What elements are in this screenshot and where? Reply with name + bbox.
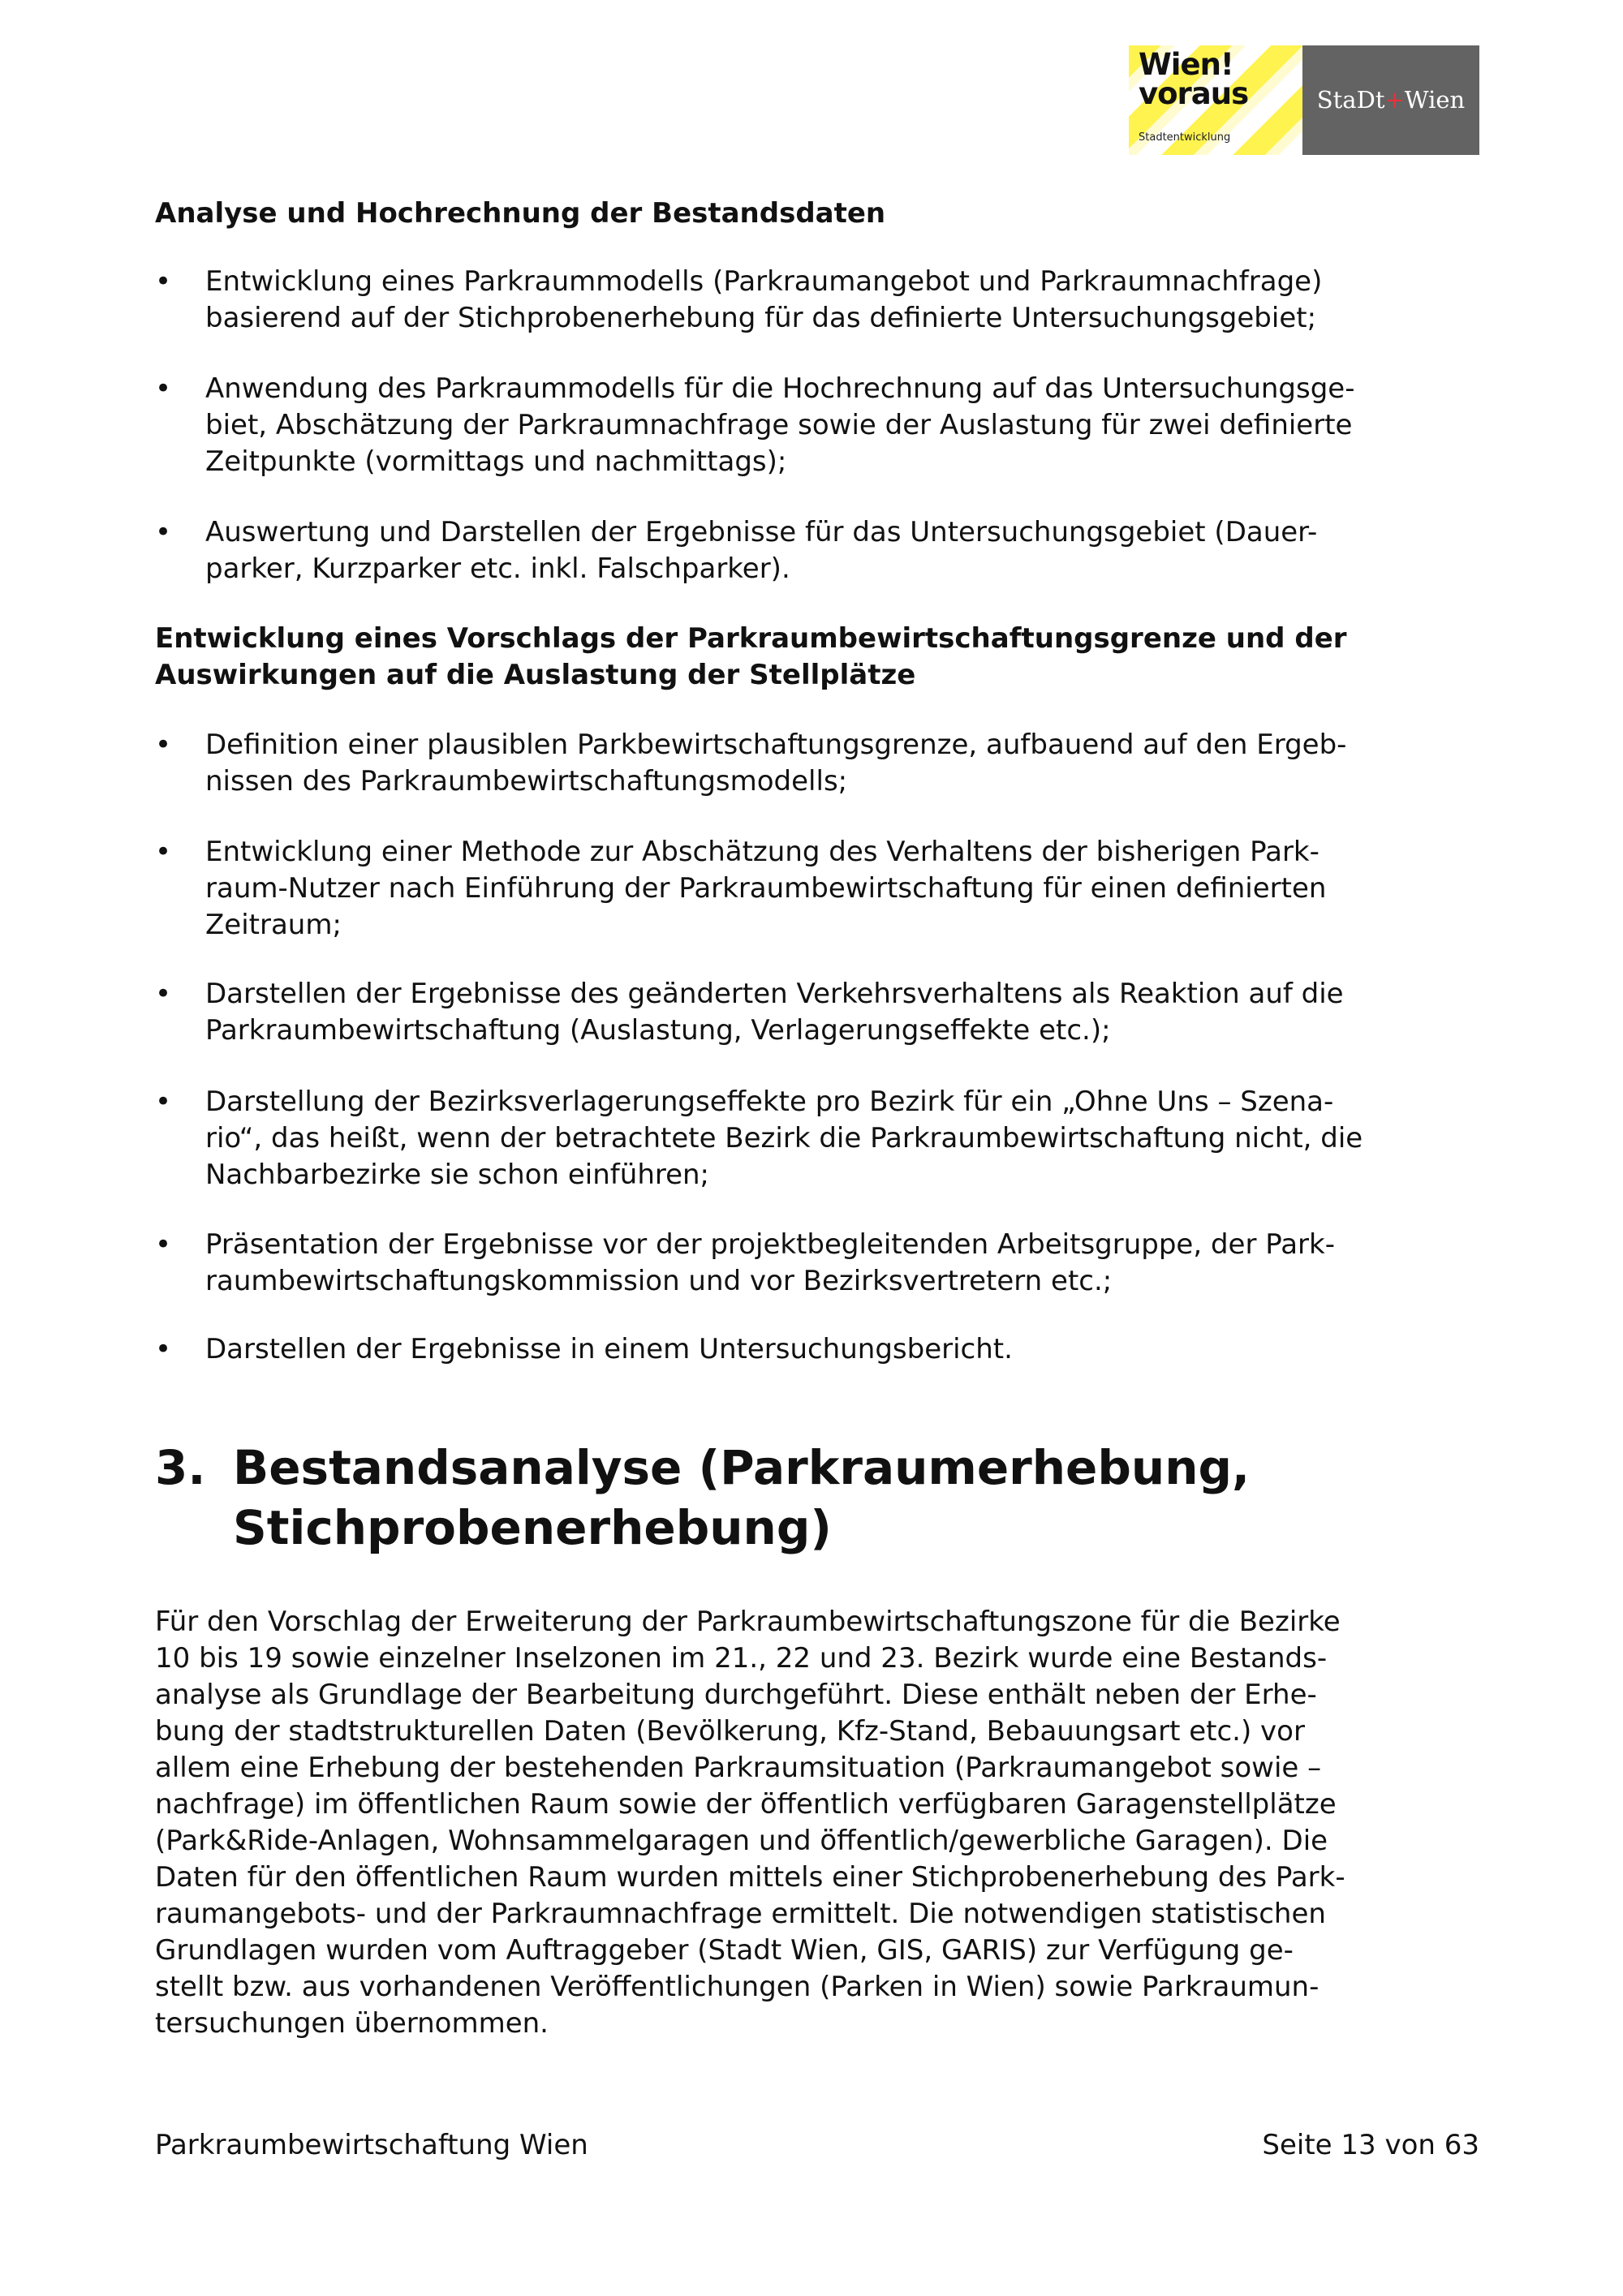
text-line: analyse als Grundlage der Bearbeitung durchgeführt. Diese enthält neben der Erhe-: [155, 1679, 1317, 1711]
text-line: allem eine Erhebung der bestehenden Parkraumsituation (Parkraumangebot sowie –: [155, 1752, 1322, 1784]
list-item-text: [205, 1084, 1363, 1193]
logo-text-stadt: StaDt: [1316, 86, 1385, 114]
logo-text-voraus: voraus: [1139, 76, 1249, 111]
text-line: stellt bzw. aus vorhandenen Veröffentlichungen (Parken in Wien) sowie Parkraumun-: [155, 1971, 1319, 2003]
stadt-wien-logo: [1302, 45, 1479, 155]
bullet-icon: •: [155, 836, 172, 868]
text-line: Grundlagen wurden vom Auftraggeber (Stadt Wien, GIS, GARIS) zur Verfügung ge-: [155, 1934, 1294, 1967]
list-item-text: [205, 727, 1346, 800]
text-line: Entwicklung eines Parkraummodells (Parkraumangebot und Parkraumnachfrage): [205, 265, 1323, 298]
text-line: 10 bis 19 sowie einzelner Inselzonen im 21., 22 und 23. Bezirk wurde eine Bestands-: [155, 1642, 1328, 1675]
bullet-icon: •: [155, 516, 172, 548]
text-line: Zeitpunkte (vormittags und nachmittags);: [205, 445, 787, 478]
chapter-number: 3.: [155, 1440, 206, 1495]
logo-subtitle: Stadtentwicklung: [1139, 131, 1231, 144]
text-line: Darstellung der Bezirksverlagerungseffekte pro Bezirk für ein „Ohne Uns – Szena-: [205, 1086, 1334, 1118]
list-item-text: [205, 834, 1326, 944]
text-line: Zeitraum;: [205, 909, 342, 941]
text-line: Präsentation der Ergebnisse vor der projektbegleitenden Arbeitsgruppe, der Park-: [205, 1228, 1335, 1261]
list-item-text: [205, 1227, 1335, 1300]
text-line: biet, Abschätzung der Parkraumnachfrage sowie der Auslastung für zwei definierte: [205, 409, 1353, 441]
text-line: Entwicklung eines Vorschlags der Parkraumbewirtschaftungsgrenze und der: [155, 622, 1347, 655]
text-line: (Park&Ride-Anlagen, Wohnsammelgaragen und öffentlich/gewerbliche Garagen). Die: [155, 1825, 1328, 1857]
list-item-text: [205, 514, 1317, 587]
list-item-text: [205, 1331, 1013, 1368]
text-line: Nachbarbezirke sie schon einführen;: [205, 1159, 710, 1191]
text-line: rio“, das heißt, wenn der betrachtete Bezirk die Parkraumbewirtschaftung nicht, die: [205, 1122, 1363, 1154]
logo-text-wien: Wien!: [1139, 47, 1233, 82]
text-line: Darstellen der Ergebnisse in einem Untersuchungsbericht.: [205, 1333, 1013, 1365]
list-item-text: [205, 976, 1344, 1049]
bullet-icon: •: [155, 1333, 172, 1365]
text-line: Parkraumbewirtschaftung (Auslastung, Verlagerungseffekte etc.);: [205, 1014, 1111, 1047]
text-line: raumangebots- und der Parkraumnachfrage ermittelt. Die notwendigen statistischen: [155, 1898, 1326, 1930]
logo-text-wien2: Wien: [1404, 86, 1466, 114]
bullet-icon: •: [155, 265, 172, 298]
text-line: parker, Kurzparker etc. inkl. Falschparker).: [205, 553, 790, 585]
bullet-icon: •: [155, 729, 172, 761]
text-line: Darstellen der Ergebnisse des geänderten Verkehrsverhaltens als Reaktion auf die: [205, 978, 1344, 1010]
footer-title: Parkraumbewirtschaftung Wien: [155, 2129, 588, 2161]
text-line: Definition einer plausiblen Parkbewirtschaftungsgrenze, aufbauend auf den Ergeb-: [205, 729, 1347, 761]
text-line: raum-Nutzer nach Einführung der Parkraumbewirtschaftung für einen definierten: [205, 872, 1327, 905]
page-number: Seite 13 von 63: [1262, 2129, 1479, 2161]
text-line: tersuchungen übernommen.: [155, 2007, 549, 2040]
text-line: Für den Vorschlag der Erweiterung der Parkraumbewirtschaftungszone für die Bezirke: [155, 1606, 1341, 1638]
text-line: Auswertung und Darstellen der Ergebnisse für das Untersuchungsgebiet (Dauer-: [205, 516, 1318, 548]
text-line: basierend auf der Stichprobenerhebung für das definierte Untersuchungsgebiet;: [205, 302, 1317, 334]
text-line: Auswirkungen auf die Auslastung der Stellplätze: [155, 659, 916, 691]
bullet-icon: •: [155, 978, 172, 1010]
bullet-icon: •: [155, 1228, 172, 1261]
chapter-title: [233, 1438, 1250, 1558]
wien-voraus-logo: [1129, 45, 1302, 155]
section-heading: [155, 196, 1486, 232]
text-line: Entwicklung einer Methode zur Abschätzung des Verhaltens der bisherigen Park-: [205, 836, 1319, 868]
text-line: Stichprobenerhebung): [233, 1500, 832, 1555]
list-item-text: [205, 371, 1355, 480]
bullet-icon: •: [155, 372, 172, 405]
text-line: raumbewirtschaftungskommission und vor Bezirksvertretern etc.;: [205, 1265, 1113, 1297]
text-line: Daten für den öffentlichen Raum wurden mittels einer Stichprobenerhebung des Park-: [155, 1861, 1345, 1894]
text-line: nissen des Parkraumbewirtschaftungsmodells;: [205, 765, 848, 798]
section-heading: [155, 621, 1486, 694]
bullet-icon: •: [155, 1086, 172, 1118]
body-paragraph: [155, 1604, 1486, 2042]
vienna-shield-icon: +: [1384, 86, 1405, 114]
text-line: bung der stadtstrukturellen Daten (Bevölkerung, Kfz-Stand, Bebauungsart etc.) vor: [155, 1715, 1305, 1748]
text-line: Analyse und Hochrechnung der Bestandsdaten: [155, 197, 886, 230]
text-line: Anwendung des Parkraummodells für die Hochrechnung auf das Untersuchungsge-: [205, 372, 1355, 405]
list-item-text: [205, 264, 1322, 337]
text-line: Bestandsanalyse (Parkraumerhebung,: [233, 1440, 1251, 1495]
text-line: nachfrage) im öffentlichen Raum sowie der öffentlich verfügbaren Garagenstellplätze: [155, 1788, 1337, 1821]
header-logo: [1129, 45, 1479, 155]
